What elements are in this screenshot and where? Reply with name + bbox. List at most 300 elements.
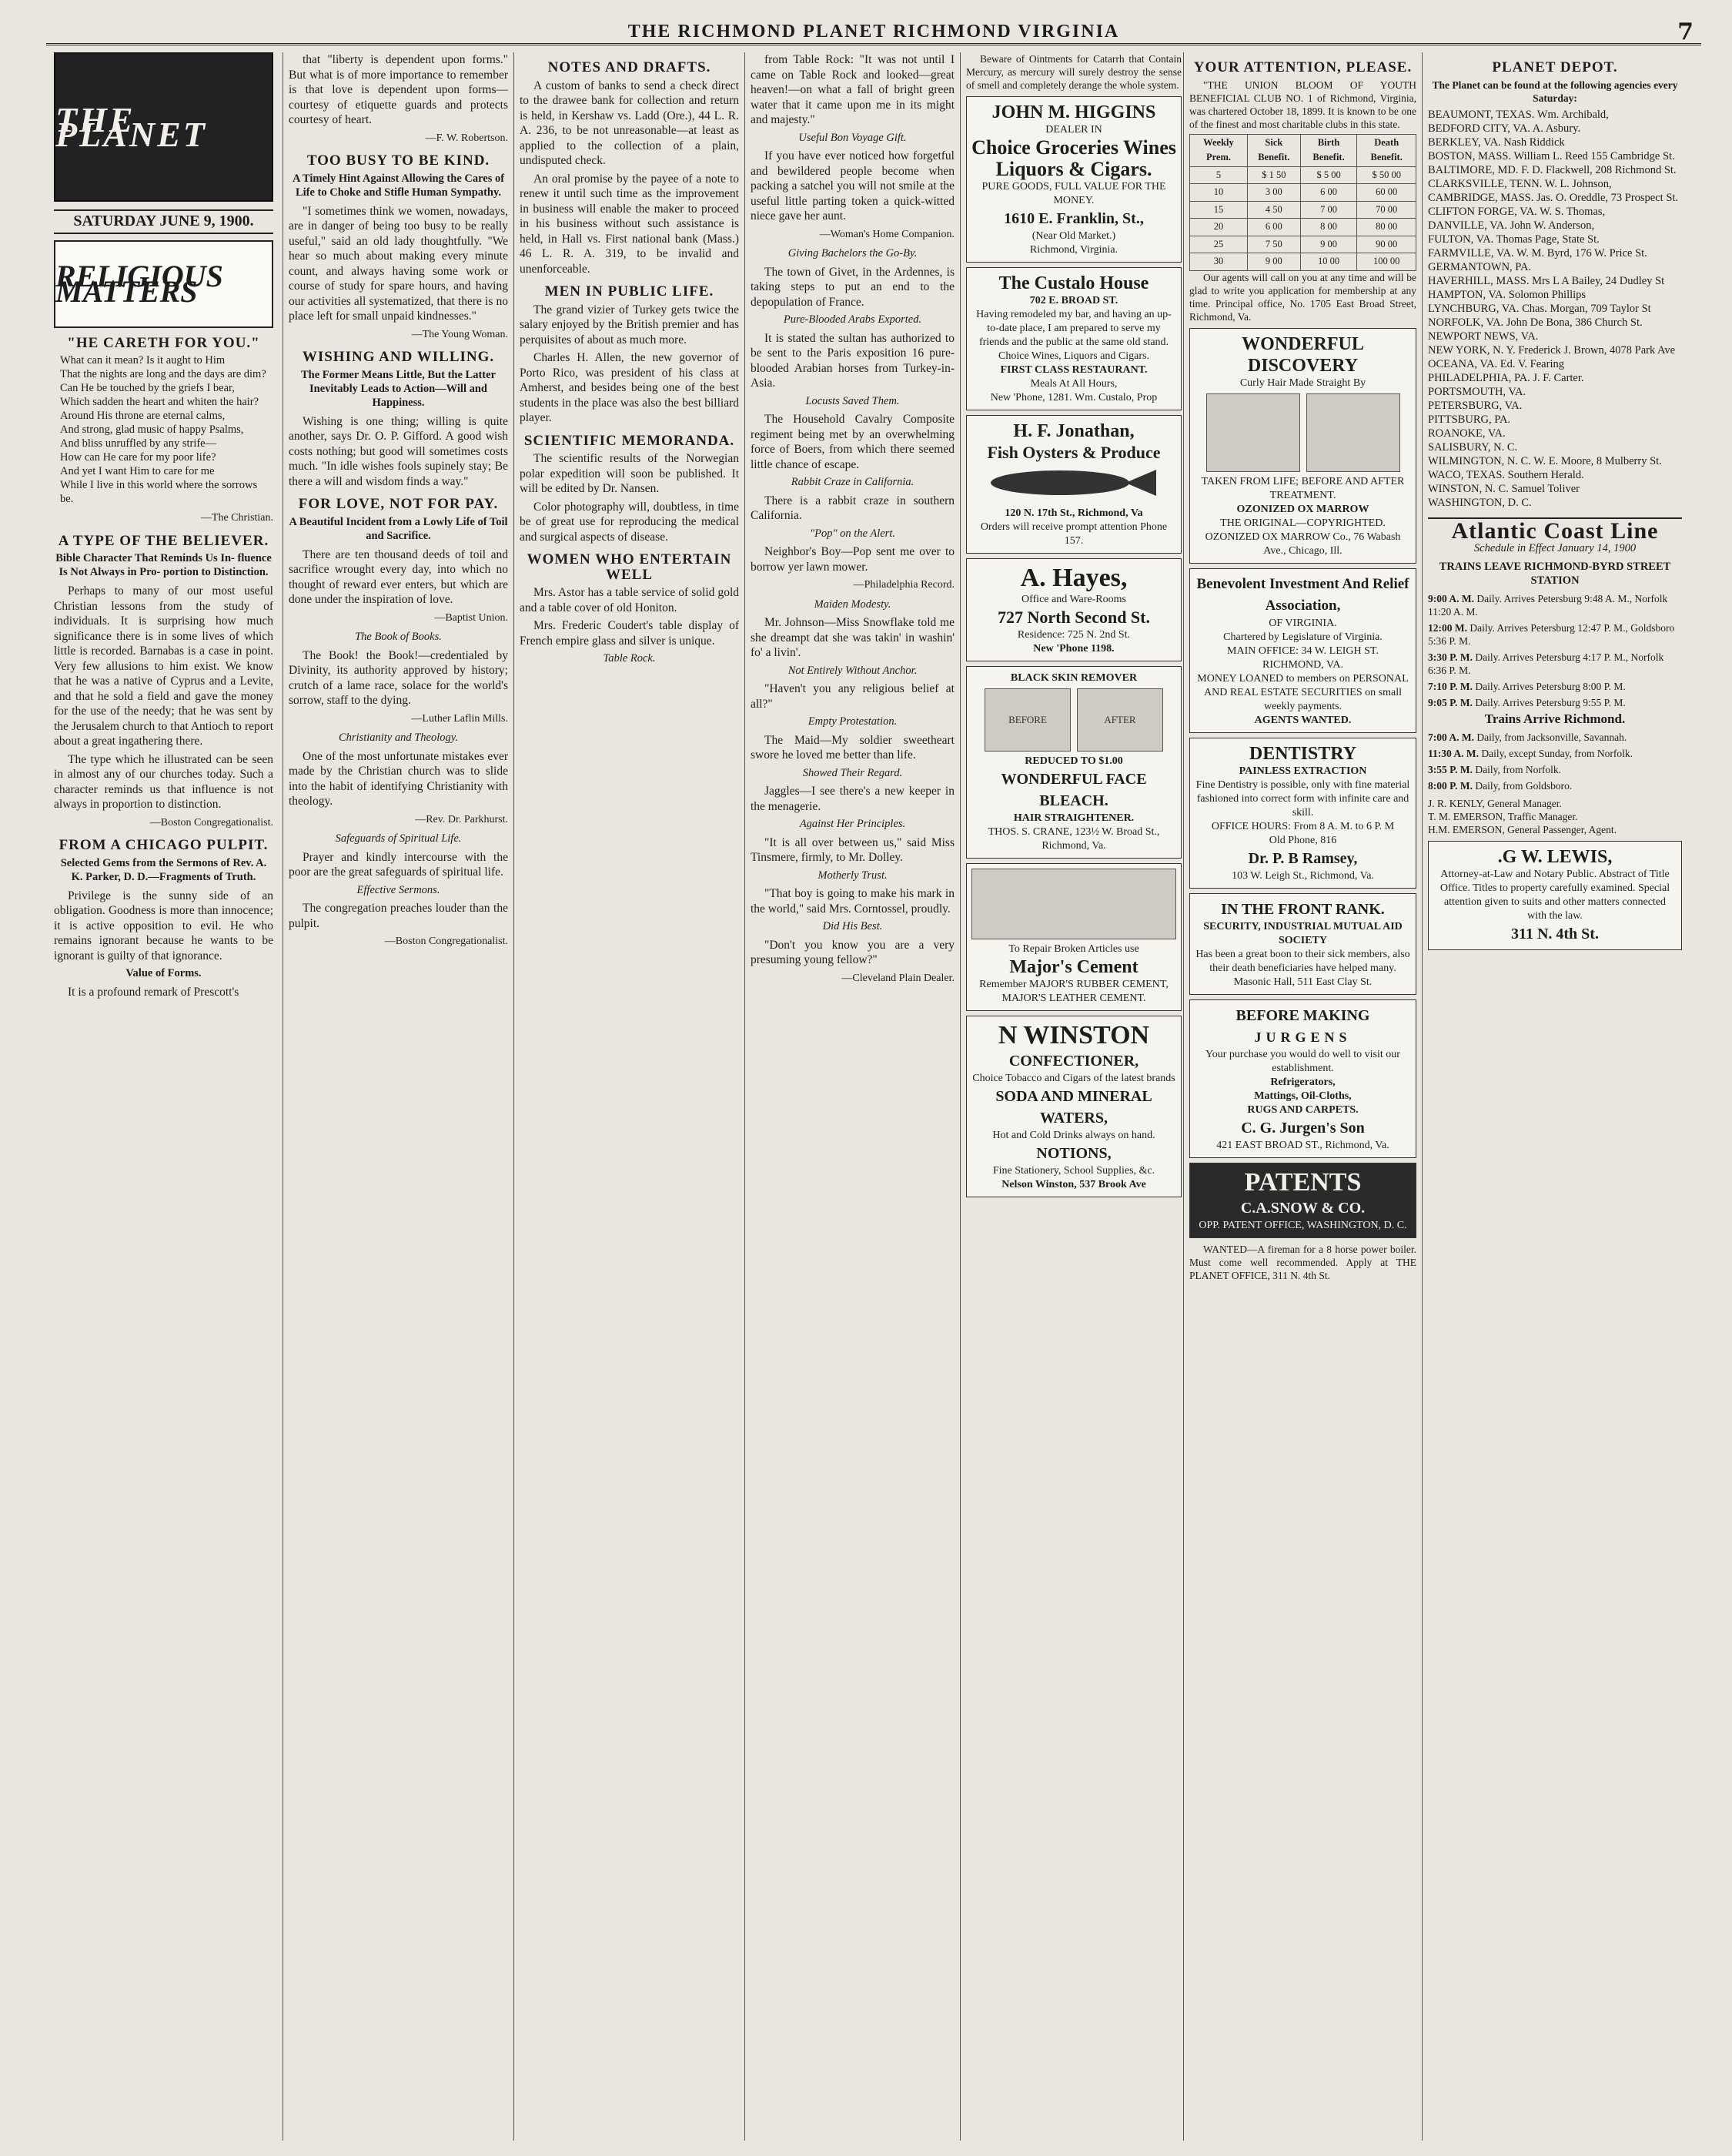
ad-address: 727 North Second St. — [997, 607, 1150, 627]
signature: —The Young Woman. — [411, 328, 508, 340]
table-header: Death Benefit. — [1357, 134, 1416, 166]
signature: —Boston Congregationalist. — [384, 936, 508, 947]
departures-list — [1428, 592, 1682, 709]
ad-text: Attorney-at-Law and Notary Public. Abstract of Title Office. Titles to property carefully examined. Special attention given to suits and other matters connected with the law. — [1439, 868, 1670, 922]
paragraph: Mrs. Astor has a table service of solid gold and a table cover of old Honiton. — [520, 586, 739, 614]
table-row — [1190, 253, 1416, 271]
ad-text: SODA AND MINERAL WATERS, — [995, 1087, 1152, 1127]
agent-list — [1428, 108, 1682, 510]
poem-line: While I live in this world where the sorrows be. — [60, 479, 258, 505]
column-rule — [744, 52, 745, 2141]
ad-name: The Custalo House — [998, 273, 1149, 293]
ad-text: (Near Old Market.) — [1032, 230, 1116, 242]
ad-benevolent — [1189, 568, 1416, 733]
ad-name: PATENTS — [1244, 1167, 1362, 1197]
poem-line: And yet I want Him to care for me — [60, 465, 215, 477]
train-row — [1428, 763, 1682, 776]
list-item: BALTIMORE, MD. F. D. Flackwell, 208 Richmond St. — [1428, 163, 1677, 176]
ad-address: 702 E. BROAD ST. — [1029, 295, 1118, 306]
train-time: 9:00 A. M. — [1428, 592, 1477, 604]
ad-text: Dr. P. B Ramsey, — [1248, 849, 1358, 867]
poem-line: Can He be touched by the griefs I bear, — [60, 382, 235, 394]
column-3 — [520, 52, 739, 2141]
ad-text: SECURITY, INDUSTRIAL MUTUAL AID SOCIETY — [1203, 920, 1403, 946]
staff-list — [1428, 797, 1682, 836]
list-item: HAVERHILL, MASS. Mrs L A Bailey, 24 Dudley St — [1428, 274, 1665, 287]
poem-line: And strong, glad music of happy Psalms, — [60, 424, 244, 436]
ad-name: Benevolent Investment And Relief Association, — [1196, 575, 1409, 614]
list-item: ROANOKE, VA. — [1428, 427, 1506, 440]
table-header: Sick Benefit. — [1247, 134, 1300, 166]
table-body — [1190, 166, 1416, 270]
poem-line: Which sadden the heart and whiten the hair? — [60, 396, 259, 408]
ad-text: Has been a great boon to their sick members, also their death beneficiaries have helped many. — [1195, 948, 1410, 974]
table-row — [1190, 219, 1416, 236]
table-cell: 70 00 — [1357, 201, 1416, 219]
section-heading: Giving Bachelors the Go-By. — [787, 247, 918, 259]
paragraph: The Household Cavalry Composite regiment being met by an overwhelming force of Boers, from which there seemed little chance of escape. — [751, 413, 955, 471]
paragraph: Color photography will, doubtless, in time be of great use for reproducing the medical and surgical aspects of disease. — [520, 500, 739, 544]
column-rule — [513, 52, 514, 2141]
headline: TOO BUSY TO BE KIND. — [306, 152, 490, 169]
section-heading: "Pop" on the Alert. — [810, 527, 895, 540]
ad-text: OFFICE HOURS: From 8 A. M. to 6 P. M — [1211, 820, 1395, 832]
list-item: BEAUMONT, TEXAS. Wm. Archibald, — [1428, 108, 1609, 121]
table-cell: 100 00 — [1357, 253, 1416, 271]
column-rule — [1183, 52, 1184, 2141]
column-rule — [1422, 52, 1423, 2141]
headline: FOR LOVE, NOT FOR PAY. — [298, 496, 499, 512]
list-item: BERKLEY, VA. Nash Riddick — [1428, 136, 1565, 149]
staff-line: H.M. EMERSON, General Passenger, Agent. — [1428, 823, 1617, 835]
ad-text: JURGENS — [1254, 1029, 1352, 1045]
subheadline: Selected Gems from the Sermons of Rev. A. K. Parker, D. D.—Fragments of Truth. — [60, 856, 267, 883]
ad-name: WONDERFUL FACE BLEACH. — [1001, 770, 1147, 809]
after-portrait — [1306, 393, 1400, 472]
section-heading: Empty Protestation. — [807, 715, 898, 728]
table-cell: $ 1 50 — [1247, 166, 1300, 184]
list-item: FARMVILLE, VA. W. M. Byrd, 176 W. Price St. — [1428, 246, 1647, 259]
staff-line: J. R. KENLY, General Manager. — [1428, 797, 1562, 809]
paragraph: "That boy is going to make his mark in the world," said Mrs. Corntossel, proudly. — [751, 887, 955, 916]
ad-name: .G W. LEWIS, — [1497, 846, 1613, 867]
paragraph: There is a rabbit craze in southern California. — [751, 494, 955, 522]
list-item: WASHINGTON, D. C. — [1428, 496, 1532, 509]
signature: —Philadelphia Record. — [853, 579, 955, 591]
train-desc: Daily. Arrives Petersburg 12:47 P. M., Goldsboro 5:36 P. M. — [1428, 621, 1675, 647]
ad-address: Masonic Hall, 511 East Clay St. — [1233, 976, 1373, 988]
subheadline: A Beautiful Incident from a Lowly Life of Toil and Sacrifice. — [289, 515, 508, 542]
ad-custalo — [966, 267, 1182, 410]
ad-text: MAIN OFFICE: 34 W. LEIGH ST. — [1227, 644, 1379, 657]
train-desc: Daily, except Sunday, from Norfolk. — [1481, 747, 1633, 759]
table-cell: 15 — [1190, 201, 1248, 219]
paragraph: "It is all over between us," said Miss Tinsmere, firmly, to Mr. Dolley. — [751, 835, 955, 864]
list-item: BEDFORD CITY, VA. A. Asbury. — [1428, 122, 1581, 135]
ad-text: Residence: 725 N. 2nd St. — [1017, 628, 1131, 641]
table-cell: 7 50 — [1247, 236, 1300, 253]
ad-text: MONEY LOANED to members on PERSONAL AND REAL ESTATE SECURITIES on small weekly payments. — [1197, 672, 1409, 712]
poem-line: That the nights are long and the days are dim? — [60, 368, 266, 380]
list-item: PORTSMOUTH, VA. — [1428, 385, 1526, 398]
portrait-image — [971, 869, 1176, 939]
ad-face-bleach — [966, 666, 1182, 859]
table-cell: 6 00 — [1247, 219, 1300, 236]
ad-text: Having remodeled my bar, and having an up-to-date place, I am prepared to serve my friends and the public at the same old stand. Choice Wines, Liquors and Cigars. — [976, 309, 1172, 362]
list-item: BOSTON, MASS. William L. Reed 155 Cambridge St. — [1428, 149, 1675, 162]
list-item: CAMBRIDGE, MASS. Jas. O. Oreddle, 73 Prospect St. — [1428, 191, 1679, 204]
ad-text: THE ORIGINAL—COPYRIGHTED. — [1220, 517, 1386, 529]
section-heading: Not Entirely Without Anchor. — [787, 664, 918, 677]
ad-text: Your purchase you would do well to visit our establishment. — [1205, 1048, 1400, 1074]
poem-line: How can He care for my poor life? — [60, 451, 216, 464]
ad-address: 1610 E. Franklin, St., — [1004, 210, 1144, 227]
section-heading: Pure-Blooded Arabs Exported. — [783, 313, 922, 326]
paragraph: Prayer and kindly intercourse with the poor are the great safeguards of spiritual life. — [289, 850, 508, 879]
ad-text: Fine Dentistry is possible, only with fine material fashioned into correct form with infinite care and skill. — [1195, 778, 1410, 819]
paragraph: There are ten thousand deeds of toil and sacrifice wrought every day, into which no thought of reward ever enters, but which are done under the inspiration of love. — [289, 547, 508, 606]
table-cell: 8 00 — [1300, 219, 1357, 236]
paragraph: "Don't you know you are a very presuming young fellow?" — [751, 938, 955, 966]
train-desc: Daily, from Norfolk. — [1475, 763, 1561, 775]
train-time: 9:05 P. M. — [1428, 696, 1476, 708]
ad-name: JOHN M. HIGGINS — [991, 102, 1156, 122]
ad-address: OPP. PATENT OFFICE, WASHINGTON, D. C. — [1199, 1219, 1407, 1231]
ad-text: Choice Tobacco and Cigars of the latest brands — [972, 1072, 1175, 1084]
religious-banner: RELIGIOUS MATTERS — [54, 240, 273, 328]
paragraph: Beware of Ointments for Catarrh that Contain Mercury, as mercury will surely destroy the sense of smell and completely derange the whole system. — [966, 53, 1182, 91]
table-cell: 60 00 — [1357, 184, 1416, 202]
train-desc: Daily. Arrives Petersburg 4:17 P. M., Norfolk 6:36 P. M. — [1428, 651, 1664, 676]
column-6 — [1189, 52, 1416, 2141]
train-time: 3:55 P. M. — [1428, 763, 1476, 775]
list-item: WILMINGTON, N. C. W. E. Moore, 8 Mulberry St. — [1428, 454, 1662, 467]
section-heading: Did His Best. — [822, 920, 883, 932]
table-cell: 80 00 — [1357, 219, 1416, 236]
section-heading: Christianity and Theology. — [338, 732, 459, 744]
list-item: WINSTON, N. C. Samuel Toliver — [1428, 482, 1580, 495]
train-row — [1428, 779, 1682, 792]
paragraph: It is a profound remark of Prescott's — [68, 986, 239, 999]
section-heading: Value of Forms. — [125, 967, 202, 979]
schedule-note: Schedule in Effect January 14, 1900 — [1473, 542, 1637, 554]
benefit-table — [1189, 134, 1416, 271]
section-heading: Against Her Principles. — [799, 818, 906, 830]
ad-name: DENTISTRY — [1249, 743, 1357, 764]
column-5 — [966, 52, 1182, 2141]
table-header: Birth Benefit. — [1300, 134, 1357, 166]
column-1 — [54, 52, 273, 2141]
signature: —Luther Laflin Mills. — [411, 712, 508, 725]
train-row — [1428, 731, 1682, 744]
headline: WOMEN WHO ENTERTAIN WELL — [527, 551, 732, 583]
paragraph: If you have ever noticed how forgetful and bewildered people become when packing a satchel you will not smile at the useful little parting token a quick-witted niece gave her aunt. — [751, 149, 955, 223]
train-row — [1428, 621, 1682, 648]
paragraph: The Book! the Book!—credentialed by Divinity, its authority approved by history; crutch of a lame race, solace for the world's sorrow, staff to the dying. — [289, 648, 508, 707]
ad-text: TAKEN FROM LIFE; BEFORE AND AFTER TREATMENT. — [1201, 475, 1405, 501]
table-cell: $ 5 00 — [1300, 166, 1357, 184]
column-rule — [960, 52, 961, 2141]
ad-text: Refrigerators, — [1270, 1076, 1336, 1088]
ad-name: H. F. Jonathan, — [1013, 421, 1135, 441]
signature: —F. W. Robertson. — [425, 132, 508, 144]
signature: —Cleveland Plain Dealer. — [841, 972, 955, 984]
ad-text: New 'Phone 1198. — [1033, 642, 1115, 654]
ad-text: CONFECTIONER, — [1008, 1052, 1139, 1070]
train-row — [1428, 680, 1682, 693]
ad-address: 421 EAST BROAD ST., Richmond, Va. — [1216, 1139, 1389, 1151]
column-4 — [751, 52, 955, 2141]
table-cell: 4 50 — [1247, 201, 1300, 219]
table-header: Weekly Prem. — [1190, 134, 1248, 166]
poem-line: Around His throne are eternal calms, — [60, 410, 226, 422]
ad-cement — [966, 863, 1182, 1011]
signature: —Baptist Union. — [434, 611, 508, 624]
ad-text: To Repair Broken Articles use — [1008, 942, 1139, 955]
list-item: GERMANTOWN, PA. — [1428, 260, 1532, 273]
ad-text: Office and Ware-Rooms — [1021, 593, 1126, 605]
ad-text: PURE GOODS, FULL VALUE FOR THE MONEY. — [981, 181, 1166, 206]
paragraph: The town of Givet, in the Ardennes, is taking steps to put an end to the depopulation of France. — [751, 265, 955, 309]
masthead — [46, 18, 1701, 45]
paragraph: Jaggles—I see there's a new keeper in the menagerie. — [751, 785, 955, 813]
ad-dentistry — [1189, 738, 1416, 889]
train-desc: Daily. Arrives Petersburg 9:48 A. M., Norfolk 11:20 A. M. — [1428, 592, 1668, 618]
ad-text: Richmond, Virginia. — [1029, 244, 1118, 256]
planet-logo — [54, 52, 273, 202]
ad-line: Choice Groceries Wines Liquors & Cigars. — [971, 136, 1176, 180]
headline: YOUR ATTENTION, PLEASE. — [1193, 59, 1413, 75]
depot-intro: The Planet can be found at the following agencies every Saturday: — [1432, 79, 1678, 104]
section-heading: Safeguards of Spiritual Life. — [335, 832, 462, 845]
ad-text: Old Phone, 816 — [1269, 834, 1337, 846]
list-item: PETERSBURG, VA. — [1428, 399, 1523, 412]
before-portrait — [985, 688, 1071, 752]
ad-text: RUGS AND CARPETS. — [1247, 1103, 1359, 1116]
masthead-title: THE RICHMOND PLANET RICHMOND VIRGINIA — [627, 22, 1120, 42]
list-item: NEW YORK, N. Y. Frederick J. Brown, 4078 Park Ave — [1428, 343, 1676, 357]
paragraph: The congregation preaches louder than the pulpit. — [289, 902, 508, 930]
ad-text: DEALER IN — [1045, 124, 1102, 136]
list-item: WACO, TEXAS. Southern Herald. — [1428, 468, 1584, 481]
subheadline: The Former Means Little, But the Latter Inevitably Leads to Action—Will and Happiness. — [300, 368, 497, 409]
train-time: 3:30 P. M. — [1428, 651, 1476, 663]
table-cell: 10 00 — [1300, 253, 1357, 271]
ad-text: C. G. Jurgen's Son — [1241, 1119, 1365, 1137]
ad-higgins — [966, 96, 1182, 263]
subheadline: Bible Character That Reminds Us In- fluence Is Not Always in Pro- portion to Distinction. — [55, 552, 272, 578]
list-item: SALISBURY, N. C. — [1428, 440, 1518, 454]
list-item: PHILADELPHIA, PA. J. F. Carter. — [1428, 371, 1584, 384]
table-cell: 7 00 — [1300, 201, 1357, 219]
paragraph: Neighbor's Boy—Pop sent me over to borrow yer lawn mower. — [751, 545, 955, 574]
paragraph: Charles H. Allen, the new governor of Porto Rico, was president of his class at Amherst, and besides being one of the best students in the place was also the best billiard player. — [520, 351, 739, 424]
paragraph: Mrs. Frederic Coudert's table display of French empire glass and silver is unique. — [520, 619, 739, 648]
table-cell: 10 — [1190, 184, 1248, 202]
after-portrait — [1077, 688, 1163, 752]
logo-text: THE PLANET — [55, 99, 207, 154]
section-heading: Table Rock. — [603, 652, 656, 665]
railroad-headline: Atlantic Coast Line — [1428, 517, 1682, 539]
ad-address: Nelson Winston, 537 Brook Ave — [1001, 1178, 1146, 1190]
ad-text: THOS. S. CRANE, 123½ W. Broad St., Richmond, Va. — [988, 825, 1160, 852]
ad-text: Mattings, Oil-Cloths, — [1254, 1090, 1352, 1102]
paragraph: WANTED—A fireman for a 8 horse power boiler. Must come well recommended. Apply at THE PLANET OFFICE, 311 N. 4th St. — [1189, 1243, 1416, 1281]
headline: A TYPE OF THE BELIEVER. — [58, 532, 269, 549]
train-desc: Daily, from Jacksonville, Savannah. — [1476, 731, 1627, 743]
paragraph: "Haven't you any religious belief at all?" — [751, 682, 955, 711]
ad-text: RICHMOND, VA. — [1262, 658, 1343, 671]
section-heading: Motherly Trust. — [818, 869, 888, 882]
ad-text: Remember MAJOR'S RUBBER CEMENT, MAJOR'S LEATHER CEMENT. — [979, 978, 1169, 1004]
headline: NOTES AND DRAFTS. — [547, 59, 711, 75]
ad-text: BLACK SKIN REMOVER — [1010, 671, 1138, 684]
ad-name: N WINSTON — [998, 1020, 1150, 1050]
column-2 — [289, 52, 508, 2141]
paragraph: The scientific results of the Norwegian polar expedition will soon be published. It will be edited by Dr. Nansen. — [520, 452, 739, 495]
train-time: 7:00 A. M. — [1428, 731, 1477, 743]
paragraph: A custom of banks to send a check direct to the drawee bank for collection and return is held, in Kershaw vs. Ladd (Ore.), 44 L. R. A. 236, to be not unreasonable—at least as applied to the collection of a plain, undisputed check. — [520, 79, 739, 167]
table-cell: $ 50 00 — [1357, 166, 1416, 184]
ad-text: C.A.SNOW & CO. — [1240, 1199, 1366, 1217]
section-heading: Trains Arrive Richmond. — [1484, 711, 1626, 726]
train-desc: Daily. Arrives Petersburg 8:00 P. M. — [1475, 680, 1626, 692]
ad-text: Chartered by Legislature of Virginia. — [1223, 631, 1383, 643]
paragraph: from Table Rock: "It was not until I came on Table Rock and looked—great heaven!—on what a fall of bright green water that it came upon me in its might and majesty." — [751, 53, 955, 126]
ad-text: PAINLESS EXTRACTION — [1239, 765, 1367, 777]
ad-patents — [1189, 1163, 1416, 1238]
ad-discovery — [1189, 328, 1416, 564]
before-after — [971, 688, 1176, 752]
section-heading: Rabbit Craze in California. — [791, 476, 914, 488]
train-time: 8:00 P. M. — [1428, 779, 1476, 792]
ad-text: OZONIZED OX MARROW — [1236, 503, 1369, 515]
list-item: CLIFTON FORGE, VA. W. S. Thomas, — [1428, 205, 1606, 218]
before-after — [1195, 393, 1411, 472]
poem-line: And bliss unruffled by any strife— — [60, 437, 217, 450]
list-item: LYNCHBURG, VA. Chas. Morgan, 709 Taylor St — [1428, 302, 1651, 315]
section-heading: Showed Their Regard. — [802, 766, 903, 779]
ad-winston — [966, 1016, 1182, 1197]
train-desc: Daily, from Goldsboro. — [1475, 779, 1573, 792]
ad-name: A. Hayes, — [1020, 563, 1128, 592]
paragraph: The Maid—My soldier sweetheart swore he loved me better than life. — [751, 733, 955, 762]
ad-hayes — [966, 558, 1182, 661]
table-cell: 6 00 — [1300, 184, 1357, 202]
ad-text: Orders will receive prompt attention Phone 157. — [980, 521, 1168, 547]
ad-address: 120 N. 17th St., Richmond, Va — [1005, 507, 1143, 519]
train-row — [1428, 696, 1682, 709]
train-row — [1428, 592, 1682, 618]
ad-price: REDUCED TO $1.00 — [1025, 755, 1123, 767]
ad-text: NOTIONS, — [1036, 1144, 1112, 1162]
before-portrait — [1206, 393, 1300, 472]
list-item: CLARKSVILLE, TENN. W. L. Johnson, — [1428, 177, 1612, 190]
ad-name: IN THE FRONT RANK. — [1221, 900, 1385, 918]
headline: PLANET DEPOT. — [1492, 59, 1618, 75]
section-heading: Locusts Saved Them. — [805, 394, 900, 407]
paragraph: The type which he illustrated can be seen in almost any of our churches today. Such a character reminds us that influence is not always in proportion to distinction. — [54, 752, 273, 811]
train-time: 11:30 A. M. — [1428, 747, 1482, 759]
signature: —Boston Congregationalist. — [149, 816, 273, 829]
section-heading: Maiden Modesty. — [814, 598, 891, 611]
ad-name: WONDERFUL DISCOVERY — [1242, 333, 1364, 376]
paragraph: Mr. Johnson—Miss Snowflake told me she dreampt dat she was takin' in washin' fo' a livin'. — [751, 616, 955, 659]
train-row — [1428, 651, 1682, 677]
ad-text: Fine Stationery, School Supplies, &c. — [992, 1164, 1155, 1177]
signature: —Woman's Home Companion. — [819, 228, 955, 240]
list-item: PITTSBURG, PA. — [1428, 413, 1511, 426]
train-row — [1428, 747, 1682, 760]
list-item: HAMPTON, VA. Solomon Phillips — [1428, 288, 1587, 301]
headline: SCIENTIFIC MEMORANDA. — [523, 432, 735, 449]
table-cell: 9 00 — [1247, 253, 1300, 271]
table-cell: 20 — [1190, 219, 1248, 236]
headline: WISHING AND WILLING. — [302, 349, 495, 365]
ad-name: BEFORE MAKING — [1235, 1006, 1370, 1024]
ad-text: Meals At All Hours, — [1030, 378, 1118, 390]
table-cell: 90 00 — [1357, 236, 1416, 253]
train-time: 12:00 M. — [1428, 621, 1470, 634]
fish-icon — [971, 464, 1164, 502]
table-cell: 5 — [1190, 166, 1248, 184]
list-item: FULTON, VA. Thomas Page, State St. — [1428, 233, 1600, 246]
table-cell: 25 — [1190, 236, 1248, 253]
table-row — [1190, 201, 1416, 219]
paragraph: Wishing is one thing; willing is quite another, says Dr. O. P. Gifford. A good wish costs nothing; but good will sometimes costs much. "In idle wishes fools supinely stay; Be there a will and wisdom finds a way." — [289, 414, 508, 488]
section-heading: Effective Sermons. — [356, 883, 440, 896]
ad-text: OZONIZED OX MARROW Co., 76 Wabash Ave., Chicago, Ill. — [1205, 531, 1401, 557]
paragraph: Perhaps to many of our most useful Christian lessons from the study of individuals. It is surprising how much significance there is in some lives of which little is recorded. Barnabas is a case in point. Very few allusions to him exist. We know that he was a native of Cyprus and a Levite, and that he sold a field and gave the money for the use of the needy; that he was sent by the Jerusalem church to that Antioch to report about a great ingathering there. — [54, 584, 273, 748]
table-cell: 9 00 — [1300, 236, 1357, 253]
paragraph: Our agents will call on you at any time and will be glad to write you application for membership at any time. Principal office, No. 1705 East Broad Street, Richmond, Va. — [1189, 271, 1416, 323]
paragraph: that "liberty is dependent upon forms." But what is of more importance to remember is that love is dependent upon forms—courtesy of etiquette guards and protects courtesy of heart. — [289, 53, 508, 126]
paragraph: "THE UNION BLOOM OF YOUTH BENEFICIAL CLUB NO. 1 of Richmond, Virginia, was chartered October 18, 1899. It is known to be one of the finest and most charitable clubs in this state. — [1189, 79, 1416, 130]
ad-lewis — [1428, 841, 1682, 950]
ad-jurgens — [1189, 999, 1416, 1158]
ad-text: HAIR STRAIGHTENER. — [1013, 812, 1135, 824]
after-label: AFTER — [1104, 713, 1136, 725]
ad-text: Hot and Cold Drinks always on hand. — [992, 1129, 1155, 1141]
list-item: OCEANA, VA. Ed. V. Fearing — [1428, 357, 1564, 370]
ad-text: FIRST CLASS RESTAURANT. — [1000, 364, 1148, 376]
column-7 — [1428, 52, 1682, 2141]
staff-line: T. M. EMERSON, Traffic Manager. — [1428, 810, 1578, 822]
subheadline: A Timely Hint Against Allowing the Cares of Life to Choke and Stifle Human Sympathy. — [292, 172, 505, 199]
ad-address: 311 N. 4th St. — [1511, 925, 1599, 942]
table-cell: 30 — [1190, 253, 1248, 271]
section-heading: Useful Bon Voyage Gift. — [798, 131, 907, 144]
signature: —The Christian. — [200, 512, 273, 524]
arrivals-list — [1428, 731, 1682, 792]
ad-front-rank — [1189, 893, 1416, 995]
paragraph: It is stated the sultan has authorized to be sent to the Paris exposition 16 pure-blooded Arabian horses from Turkey-in-Asia. — [751, 331, 955, 390]
headline: MEN IN PUBLIC LIFE. — [544, 283, 714, 300]
ad-text: Curly Hair Made Straight By — [1239, 377, 1366, 389]
signature: —Rev. Dr. Parkhurst. — [415, 813, 508, 825]
headline: "HE CARETH FOR YOU." — [67, 334, 260, 351]
section-heading: TRAINS LEAVE RICHMOND-BYRD STREET STATION — [1439, 560, 1671, 587]
ad-line: Fish Oysters & Produce — [987, 443, 1161, 462]
issue-date: SATURDAY JUNE 9, 1900. — [54, 209, 273, 234]
section-heading: The Book of Books. — [355, 631, 442, 643]
paragraph: "I sometimes think we women, nowadays, are in danger of being too busy to be really useful," said an old lady thoughtfully. "We hear so much about making every minute count, and always having some work or course of study for spare hours, and having our activities all systematized, that there is no place left for small unpaid kindnesses." — [289, 204, 508, 323]
table-row — [1190, 236, 1416, 253]
ad-text: New 'Phone, 1281. Wm. Custalo, Prop — [990, 392, 1158, 403]
train-time: 7:10 P. M. — [1428, 680, 1476, 692]
paragraph: One of the most unfortunate mistakes ever made by the Christian church was to slide into the habit of identifying Christianity with theology. — [289, 749, 508, 808]
table-row — [1190, 166, 1416, 184]
